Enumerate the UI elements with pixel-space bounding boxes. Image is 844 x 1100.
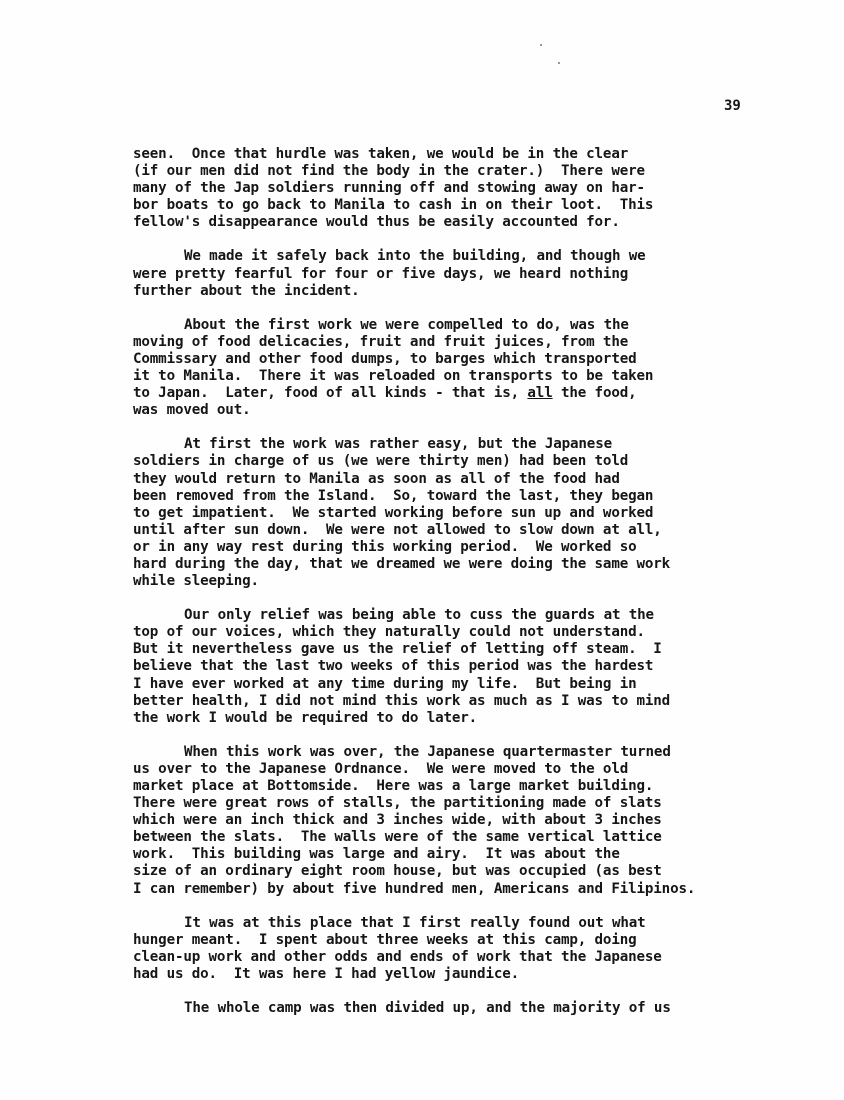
text-line: while sleeping. <box>133 573 259 590</box>
text-line: Commissary and other food dumps, to barges which transported <box>133 350 637 367</box>
text-line: they would return to Manila as soon as all of the food had <box>133 470 620 487</box>
text-line: or in any way rest during this working period. We worked so <box>133 538 637 555</box>
text-line: was moved out. <box>133 402 251 419</box>
text-line: moving of food delicacies, fruit and fruit juices, from the <box>133 333 629 350</box>
paper-speck <box>558 62 560 64</box>
text-line: bor boats to go back to Manila to cash in on their loot. This <box>133 197 654 214</box>
text-line: the work I would be required to do later. <box>133 709 478 726</box>
text-line: better health, I did not mind this work as much as I was to mind <box>133 692 671 709</box>
text-line: It was at this place that I first really found out what <box>184 914 646 931</box>
page-body <box>133 146 823 1034</box>
text-line: I can remember) by about five hundred men, Americans and Filipinos. <box>133 880 696 897</box>
text-line: been removed from the Island. So, toward the last, they began <box>133 487 654 504</box>
text-line: I have ever worked at any time during my life. But being in <box>133 675 637 692</box>
text-line: work. This building was large and airy. It was about the <box>133 846 620 863</box>
text-line: which were an inch thick and 3 inches wide, with about 3 inches <box>133 812 662 829</box>
paragraph-3 <box>133 317 823 420</box>
paper-speck <box>540 44 542 46</box>
text-line: it to Manila. There it was reloaded on transports to be taken <box>133 368 654 385</box>
text-line: fellow's disappearance would thus be easily accounted for. <box>133 214 620 231</box>
text-line: hard during the day, that we dreamed we were doing the same work <box>133 555 671 572</box>
paragraph-2 <box>133 248 823 299</box>
text-line: There were great rows of stalls, the partitioning made of slats <box>133 795 662 812</box>
paragraph-6 <box>133 744 823 898</box>
text-line: until after sun down. We were not allowed to slow down at all, <box>133 521 662 538</box>
text-line: We made it safely back into the building, and though we <box>184 248 646 265</box>
text-line: to get impatient. We started working before sun up and worked <box>133 504 654 521</box>
text-line: had us do. It was here I had yellow jaundice. <box>133 965 520 982</box>
text-line: between the slats. The walls were of the same vertical lattice <box>133 829 662 846</box>
text-line: market place at Bottomside. Here was a large market building. <box>133 778 654 794</box>
text-line: were pretty fearful for four or five days, we heard nothing <box>133 265 629 282</box>
text-line: many of the Jap soldiers running off and stowing away on har- <box>133 180 645 197</box>
text-line: us over to the Japanese Ordnance. We were moved to the old <box>133 760 629 777</box>
paragraph-8 <box>133 1000 823 1017</box>
text-line: Our only relief was being able to cuss the guards at the <box>184 607 654 624</box>
text-line: size of an ordinary eight room house, but was occupied (as best <box>133 863 662 880</box>
text-line: (if our men did not find the body in the crater.) There were <box>133 163 645 180</box>
text-line: seen. Once that hurdle was taken, we would be in the clear <box>133 146 629 162</box>
text-line: top of our voices, which they naturally could not understand. <box>133 624 645 641</box>
text-line: At first the work was rather easy, but the Japanese <box>184 436 612 453</box>
text-line: believe that the last two weeks of this period was the hardest <box>133 658 654 675</box>
underlined-word: all <box>527 385 553 402</box>
text-line: clean-up work and other odds and ends of work that the Japanese <box>133 948 662 965</box>
text-line: further about the incident. <box>133 282 360 299</box>
paragraph-5 <box>133 607 823 727</box>
paragraph-1 <box>133 146 823 231</box>
text-line: hunger meant. I spent about three weeks at this camp, doing <box>133 931 637 948</box>
paragraph-7 <box>133 915 823 983</box>
text-line: But it nevertheless gave us the relief of letting off steam. I <box>133 641 662 658</box>
text-line: soldiers in charge of us (we were thirty men) had been told <box>133 453 629 470</box>
text-line: The whole camp was then divided up, and the majority of us <box>184 1000 671 1017</box>
text-line: to Japan. Later, food of all kinds - that is, all the food, <box>133 385 637 402</box>
paragraph-4 <box>133 436 823 590</box>
page-number: 39 <box>724 98 741 114</box>
text-line: When this work was over, the Japanese quartermaster turned <box>184 743 671 760</box>
text-line: About the first work we were compelled to do, was the <box>184 316 629 333</box>
